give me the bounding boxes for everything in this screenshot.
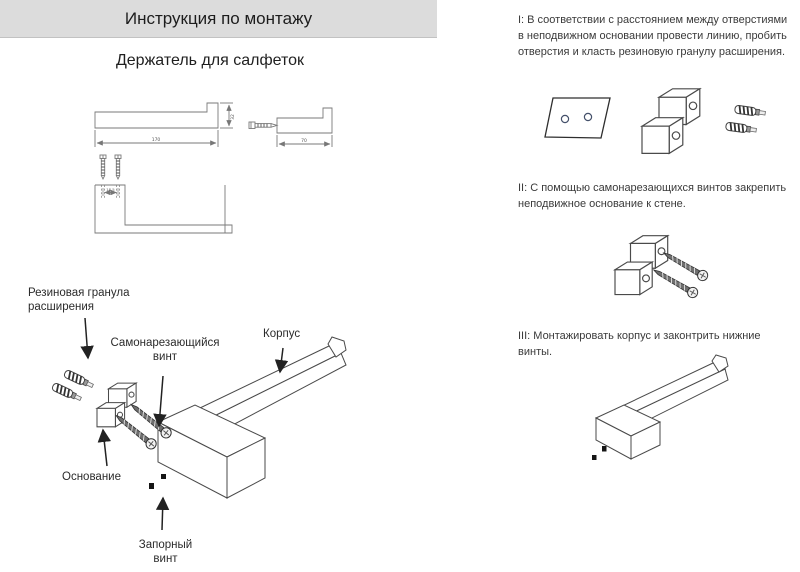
set-screw-part [592, 446, 607, 460]
body-part [596, 355, 728, 459]
dim-depth-label: 70 [301, 139, 307, 144]
label-self-tapping-screw: Самонарезающийся винт [110, 337, 220, 364]
dim-hole-spacing-label: 18.5 [106, 187, 115, 192]
plan-view-drawing [95, 155, 232, 233]
side-view-drawing [95, 103, 233, 147]
step-1-illustration [520, 85, 780, 170]
base-part [642, 89, 700, 154]
rubber-anchor-part [725, 122, 756, 134]
dim-height-label: 32 [231, 114, 236, 120]
screw-icon [115, 155, 121, 179]
screw-icon [100, 155, 106, 179]
arrow-up-icon [162, 498, 163, 530]
base-part [97, 383, 136, 427]
dim-length-label: 170 [151, 138, 161, 143]
product-subtitle: Держатель для салфеток [115, 52, 305, 69]
page-title: Инструкция по монтажу [0, 0, 437, 38]
rubber-anchor-part [51, 382, 82, 402]
rubber-anchor-part [734, 105, 765, 117]
label-body: Корпус [263, 328, 301, 340]
step-3-text: III: Монтажировать корпус и законтрить нижние винты. [518, 330, 761, 359]
end-view-drawing [249, 108, 332, 147]
base-part [615, 236, 668, 295]
set-screw-part [149, 474, 166, 489]
step-2-illustration [595, 225, 760, 325]
label-base: Основание [62, 471, 121, 483]
arrow-up-icon [103, 430, 107, 466]
label-set-screw: Запорный винт [138, 539, 193, 566]
arrow-down-icon [159, 376, 163, 426]
label-rubber-anchor: Резиновая гранула расширения [28, 287, 130, 314]
step-2-text: II: С помощью самонарезающихся винтов закрепить неподвижное основание к стене. [518, 182, 787, 211]
arrow-down-icon [85, 318, 88, 358]
self-tapping-screw-part [113, 411, 158, 451]
step-1-text: I: В соответствии с расстоянием между отверстиями в неподвижном основании провести линию, пробить отверстия и класть резиновую гранулу расширения. [518, 14, 788, 59]
wall-plate-part [545, 98, 610, 138]
technical-drawing [85, 95, 340, 260]
step-3-illustration [580, 345, 775, 470]
rubber-anchor-part [63, 369, 94, 389]
